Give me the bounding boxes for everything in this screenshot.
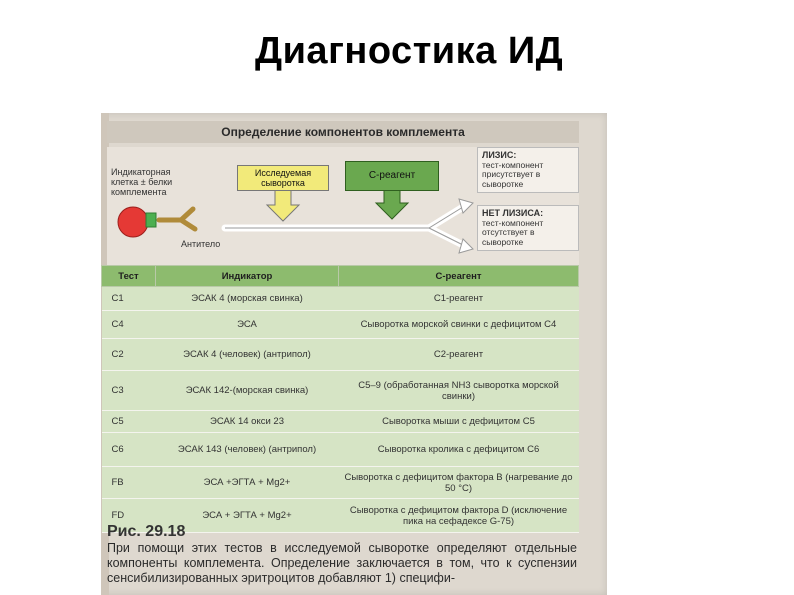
slide-title: Диагностика ИД (255, 30, 564, 72)
no-lysis-title: НЕТ ЛИЗИСА: (482, 208, 544, 218)
antibody-icon (159, 209, 195, 229)
table-row (102, 467, 579, 499)
cell-reagent: С1-реагент (339, 287, 579, 311)
cell-reagent: Сыворотка мыши с дефицитом С5 (339, 411, 579, 433)
figure-caption-title: Рис. 29.18 (107, 523, 186, 540)
cell-test: С5 (102, 411, 156, 433)
cell-reagent: Сыворотка кролика с дефицитом С6 (339, 433, 579, 467)
no-lysis-result (477, 205, 579, 251)
complement-diagram (107, 147, 579, 269)
figure-header: Определение компонентов комплемента (107, 121, 579, 143)
cell-indicator: ЭСА (156, 311, 339, 339)
cell-test: FB (102, 467, 156, 499)
cell-test: С1 (102, 287, 156, 311)
cell-test: С6 (102, 433, 156, 467)
header-test: Тест (102, 266, 156, 287)
figure-caption-text: При помощи этих тестов в исследуемой сыворотке определяют отдельные компоненты комплемента. Определение заключается в том, что к суспензии сенсибилизированных эритроцитов добавляют 1) специфи- (107, 541, 577, 585)
table-row (102, 287, 579, 311)
cell-test: FD (102, 499, 156, 533)
table-row (102, 339, 579, 371)
cell-test: С4 (102, 311, 156, 339)
cell-indicator: ЭСАК 4 (морская свинка) (156, 287, 339, 311)
table-row (102, 433, 579, 467)
table-row (102, 311, 579, 339)
cell-indicator: ЭСА +ЭГТА + Mg2+ (156, 467, 339, 499)
cell-test: С2 (102, 339, 156, 371)
cell-indicator: ЭСА + ЭГТА + Mg2+ (156, 499, 339, 533)
scanned-figure (101, 113, 607, 595)
c-reagent-arrow (376, 187, 408, 219)
table-row (102, 411, 579, 433)
lysis-text: тест-компонент присутствует в сыворотке (482, 159, 544, 189)
cell-indicator: ЭСАК 143 (человек) (антрипол) (156, 433, 339, 467)
no-lysis-text: тест-компонент отсутствует в сыворотке (482, 217, 544, 247)
test-serum-arrow (267, 189, 299, 221)
table-header-row (102, 266, 579, 287)
cell-indicator: ЭСАК 142-(морская свинка) (156, 371, 339, 411)
lysis-result (477, 147, 579, 193)
cell-reagent: С5–9 (обработанная NH3 сыворотка морской свинки) (339, 371, 579, 411)
complement-tests-table (101, 265, 579, 533)
cell-reagent: Сыворотка с дефицитом фактора В (нагревание до 50 °С) (339, 467, 579, 499)
cell-reagent: Сыворотка с дефицитом фактора D (исключение пика на сефадексе G-75) (339, 499, 579, 533)
cell-reagent: С2-реагент (339, 339, 579, 371)
antibody-label: Антитело (181, 239, 221, 249)
test-serum-box: Исследуемая сыворотка (237, 165, 329, 191)
header-reagent: С-реагент (339, 266, 579, 287)
cell-reagent: Сыворотка морской свинки с дефицитом С4 (339, 311, 579, 339)
cell-indicator: ЭСАК 4 (человек) (антрипол) (156, 339, 339, 371)
reaction-arrow (225, 207, 463, 245)
cell-indicator: ЭСАК 14 окси 23 (156, 411, 339, 433)
lysis-title: ЛИЗИС: (482, 150, 517, 160)
indicator-cell-label: Индикаторная клетка ± белки комплемента (111, 167, 173, 197)
c-reagent-box: С-реагент (345, 161, 439, 191)
complement-protein-icon (146, 213, 156, 227)
cell-test: С3 (102, 371, 156, 411)
red-cell-icon (118, 207, 148, 237)
header-indicator: Индикатор (156, 266, 339, 287)
table-row (102, 371, 579, 411)
